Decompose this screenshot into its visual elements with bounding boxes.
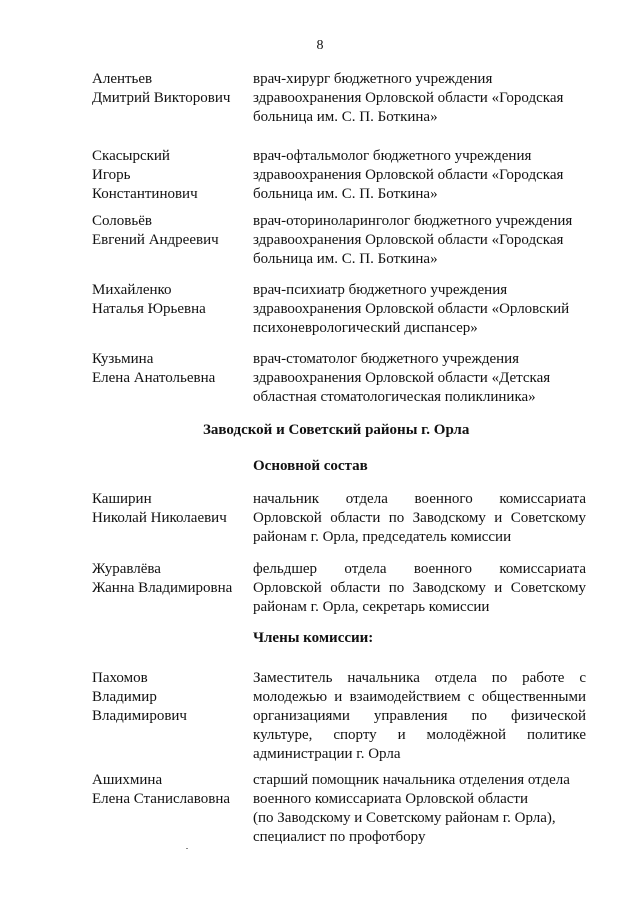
person-position: врач-хирург бюджетного учреждения здравоохранения Орловской области «Городская больница им. С. П. Боткина» xyxy=(253,71,564,125)
person-position: врач-психиатр бюджетного учреждения здравоохранения Орловской области «Орловский психоневрологический диспансер» xyxy=(253,282,570,336)
section-title: Заводской и Советский районы г. Орла xyxy=(203,422,470,438)
person-name: Алентьев Дмитрий Викторович xyxy=(92,71,231,106)
page-number: 8 xyxy=(316,38,324,53)
person-position: Заместитель начальника отдела по работе с молодежью и взаимодействием с общественными организациями управления по физической культуре, спорту и молодёжной политике администрации г. Орла xyxy=(253,670,586,762)
person-position: врач-офтальмолог бюджетного учреждения здравоохранения Орловской области «Городская больница им. С. П. Боткина» xyxy=(253,148,564,202)
person-position: врач-стоматолог бюджетного учреждения здравоохранения Орловской области «Детская областная стоматологическая поликлиника» xyxy=(253,351,551,405)
person-name: Кузьмина Елена Анатольевна xyxy=(92,351,216,386)
person-name: Пахомов Владимир Владимирович xyxy=(92,670,187,724)
person-position: старший помощник начальника отделения отдела военного комиссариата Орловской области (по Заводскому и Советскому районам г. Орла), специалист по профотбору xyxy=(253,772,570,845)
members-title: Члены комиссии: xyxy=(253,630,374,646)
person-position: фельдшер отдела военного комиссариата Орловской области по Заводскому и Советскому районам г. Орла, секретарь комиссии xyxy=(253,561,586,615)
person-name: Михайленко Наталья Юрьевна xyxy=(92,282,206,317)
person-name: Ашихмина Елена Станиславовна xyxy=(92,772,231,807)
person-name: Журавлёва Жанна Владимировна xyxy=(92,561,233,596)
person-name: Скасырский Игорь Константинович xyxy=(92,148,198,202)
person-position: начальник отдела военного комиссариата Орловской области по Заводскому и Советскому районам г. Орла, председатель комиссии xyxy=(253,491,586,545)
person-position: врач-оториноларинголог бюджетного учреждения здравоохранения Орловской области «Городская больница им. С. П. Боткина» xyxy=(253,213,573,267)
person-name: Соловьёв Евгений Андреевич xyxy=(92,213,219,248)
person-name: Каширин Николай Николаевич xyxy=(92,491,227,526)
scan-artifact xyxy=(186,848,188,849)
main-composition-title: Основной состав xyxy=(253,458,368,474)
